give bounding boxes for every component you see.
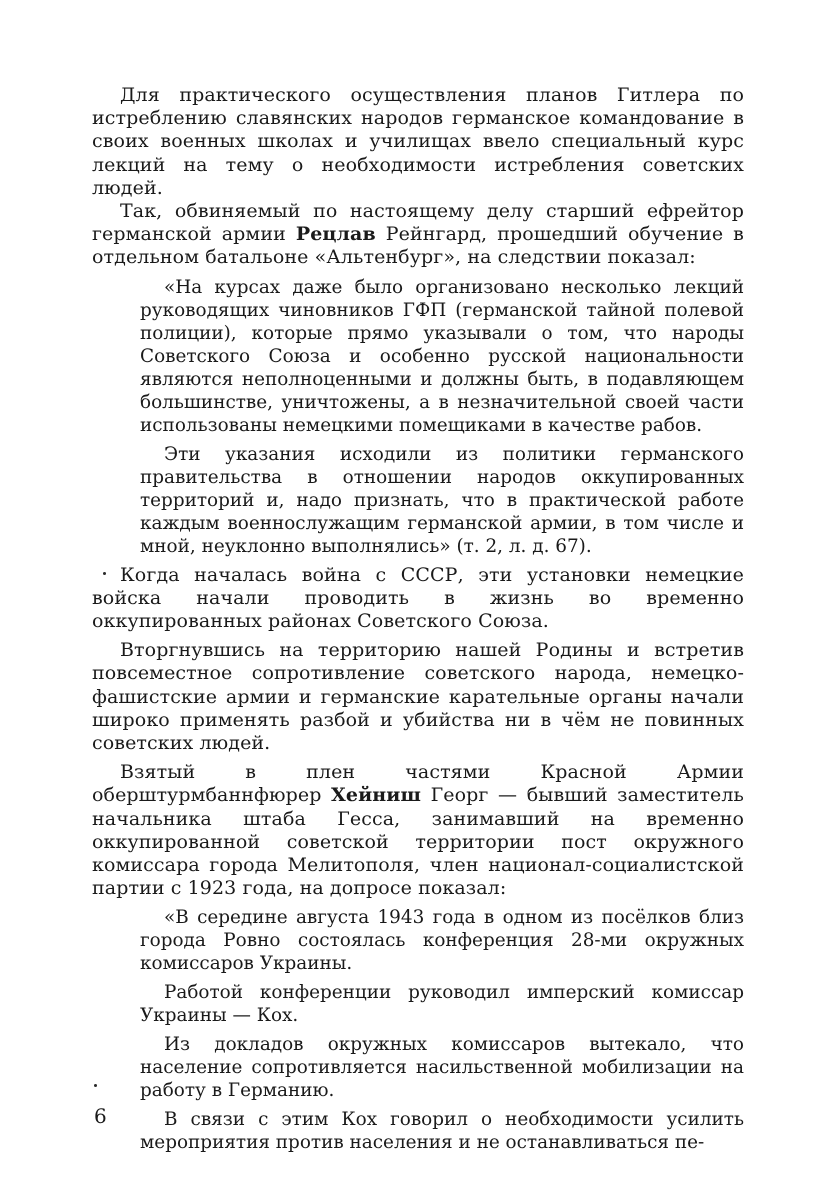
quote-heinisch-2: Работой конференции руководил имперский комиссар Украины — Кох. [140,982,744,1027]
quote-retslav-2: Эти указания исходили из политики германского правительства в отношении народов оккупированных территорий и, надо признать, что в практической работе каждым военнослужащим германской армии, в том числе и мной, неуклонно выполнялись» (т. 2, л. д. 67). [140,443,744,557]
paragraph-war-start: Когда началась война с СССР, эти установки немецкие войска начали проводить в жизнь во временно оккупированных районах Советского Союза. [92,563,744,633]
quote-retslav-1: «На курсах даже было организовано несколько лекций руководящих чиновников ГФП (германской тайной полевой полиции), которые прямо указывали о том, что народы Советского Союза и особенно русской национальности являются неполноценными и должны быть, в подавляющем большинстве, уничтожены, а в незначительной своей части использованы немецкими помещиками в качестве рабов. [140,276,744,436]
quote-heinisch-4: В связи с этим Кох говорил о необходимости усилить мероприятия против населения и не останавливаться пе- [140,1109,744,1154]
paragraph-retslav-after: Рейнгард, прошедший обучение в отдельном батальоне «Альтенбург», на следствии показал: [92,223,744,269]
paragraph-invasion: Вторгнувшись на территорию нашей Родины и встретив повсеместное сопротивление советского народа, немецко-фашистские армии и германские карательные органы начали широко применять разбой и убийства ни в чём не повинных советских людей. [92,639,744,755]
print-speck [103,572,106,575]
print-speck [94,1084,97,1087]
quote-heinisch-3: Из докладов окружных комиссаров вытекало, что население сопротивляется насильственной мобилизации на работу в Германию. [140,1034,744,1102]
paragraph-retslav-before: Так, обвиняемый по настоящему делу старший ефрейтор германской армии [92,200,744,246]
name-heinisch: Хейниш [331,784,421,807]
quote-heinisch-1: «В середине августа 1943 года в одном из посёлков близ города Ровно состоялась конференция 28-ми окружных комиссаров Украины. [140,907,744,975]
paragraph-heinisch-after: Георг — бывший заместитель начальника штаба Гесса, занимавший на временно оккупированной советской территории пост окружного комиссара города Мелитополя, член национал-социалистской партии с 1923 года, на допросе показал: [92,784,744,900]
paragraph-heinisch [92,761,744,900]
paragraph-intro: Для практического осуществления планов Гитлера по истреблению славянских народов германское командование в своих военных школах и училищах ввело специальный курс лекций на тему о необходимости истребления советских людей. [92,84,744,199]
name-retslav: Рецлав [295,223,376,246]
paragraph-heinisch-before: Взятый в плен частями Красной Армии оберштурмбаннфюрер [92,761,744,807]
page-body [92,84,744,1154]
paragraph-retslav [92,200,744,270]
page-number: 6 [94,1104,107,1128]
